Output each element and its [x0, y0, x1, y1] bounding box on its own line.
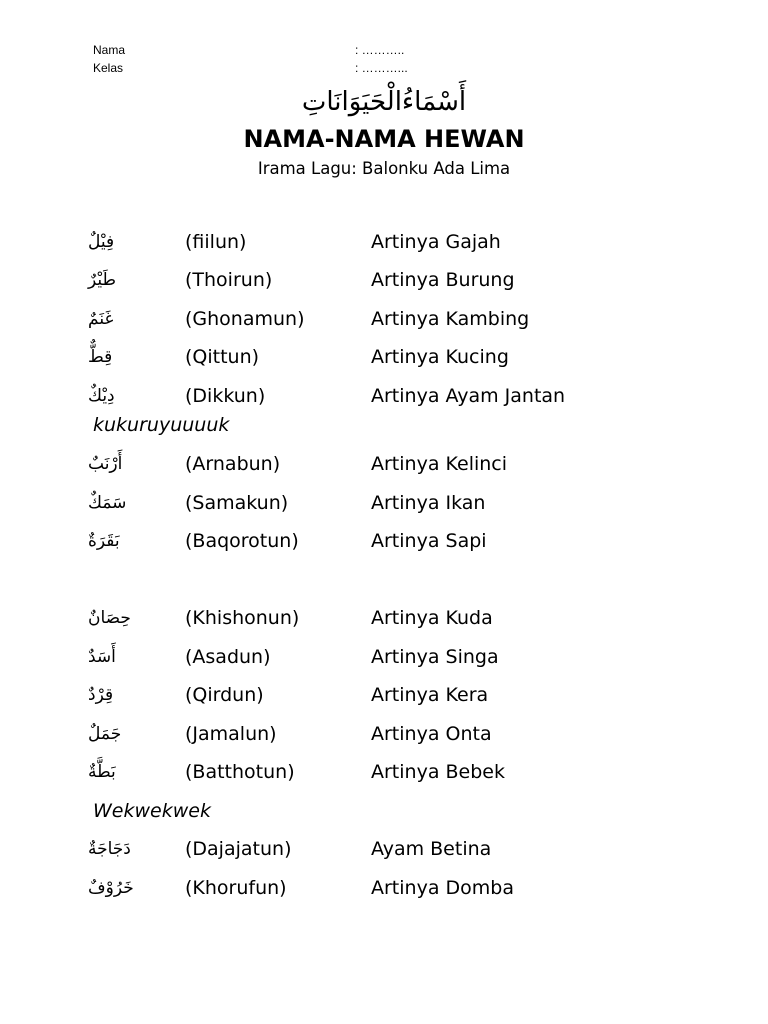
vocab-row-fiilun: [0, 225, 768, 259]
transliteration: (Batthotun): [185, 761, 295, 783]
meaning: Artinya Sapi: [371, 530, 487, 552]
nama-value: : ………..: [355, 43, 405, 57]
arabic-word: دِيْكٌ: [88, 386, 115, 406]
arabic-word: طَيْرٌ: [88, 270, 117, 290]
sound-note-duck: Wekwekwek: [93, 800, 211, 822]
transliteration: (Arnabun): [185, 453, 281, 475]
meaning: Artinya Kambing: [371, 308, 530, 330]
arabic-word: قِطٌّ: [88, 347, 113, 367]
transliteration: (Qittun): [185, 346, 260, 368]
meaning: Artinya Kera: [371, 684, 489, 706]
transliteration: (Baqorotun): [185, 530, 299, 552]
transliteration: (Jamalun): [185, 723, 277, 745]
meaning: Artinya Kucing: [371, 346, 509, 368]
vocab-row-baqorotun: [0, 524, 768, 558]
arabic-word: بَطَّةٌ: [88, 762, 116, 782]
transliteration: (Thoirun): [185, 269, 273, 291]
nama-label: Nama: [93, 43, 126, 57]
meaning: Artinya Ikan: [371, 492, 486, 514]
vocab-row-khishonun: [0, 601, 768, 635]
arabic-word: أَسَدٌ: [88, 647, 116, 667]
meaning: Artinya Onta: [371, 723, 492, 745]
meaning: Artinya Ayam Jantan: [371, 385, 566, 407]
transliteration: (Khorufun): [185, 877, 287, 899]
vocab-row-jamalun: [0, 717, 768, 751]
arabic-word: فِيْلٌ: [88, 232, 115, 252]
arabic-word: دَجَاجَةٌ: [88, 839, 131, 859]
arabic-title: أَسْمَاءُالْحَيَوَانَاتِ: [301, 87, 467, 117]
transliteration: (Dikkun): [185, 385, 266, 407]
sound-note-rooster: kukuruyuuuuk: [93, 414, 230, 436]
vocab-row-ghonamun: [0, 302, 768, 336]
vocab-row-asadun: [0, 640, 768, 674]
arabic-word: جَمَلٌ: [88, 724, 122, 744]
arabic-word: غَنَمٌ: [88, 309, 114, 329]
transliteration: (Samakun): [185, 492, 289, 514]
vocab-row-arnabun: [0, 447, 768, 481]
vocab-row-khorufun: [0, 871, 768, 905]
meaning: Artinya Domba: [371, 877, 514, 899]
vocab-row-qittun: [0, 340, 768, 374]
transliteration: (Khishonun): [185, 607, 300, 629]
kelas-value: : ………...: [355, 61, 408, 75]
vocab-row-dikkun: [0, 379, 768, 413]
arabic-word: حِصَانٌ: [88, 608, 131, 628]
kelas-label: Kelas: [93, 61, 124, 75]
arabic-word: أَرْنَبٌ: [88, 454, 123, 474]
meaning: Artinya Kelinci: [371, 453, 508, 475]
arabic-word: سَمَكٌ: [88, 493, 127, 513]
vocab-row-samakun: [0, 486, 768, 520]
transliteration: (fiilun): [185, 231, 247, 253]
meaning: Artinya Gajah: [371, 231, 501, 253]
meaning: Artinya Singa: [371, 646, 499, 668]
transliteration: (Asadun): [185, 646, 271, 668]
page-title: NAMA-NAMA HEWAN: [243, 125, 525, 153]
vocab-row-thoirun: [0, 263, 768, 297]
meaning: Artinya Bebek: [371, 761, 505, 783]
transliteration: (Ghonamun): [185, 308, 305, 330]
arabic-word: قِرْدٌ: [88, 685, 114, 705]
meaning: Ayam Betina: [371, 838, 492, 860]
arabic-word: بَقَرَةٌ: [88, 531, 120, 551]
vocab-row-batthotun: [0, 755, 768, 789]
transliteration: (Qirdun): [185, 684, 264, 706]
vocab-row-dajajatun: [0, 832, 768, 866]
vocab-row-qirdun: [0, 678, 768, 712]
meaning: Artinya Kuda: [371, 607, 493, 629]
transliteration: (Dajajatun): [185, 838, 292, 860]
arabic-word: خَرُوْفٌ: [88, 878, 134, 898]
page-subtitle: Irama Lagu: Balonku Ada Lima: [257, 159, 511, 178]
meaning: Artinya Burung: [371, 269, 515, 291]
